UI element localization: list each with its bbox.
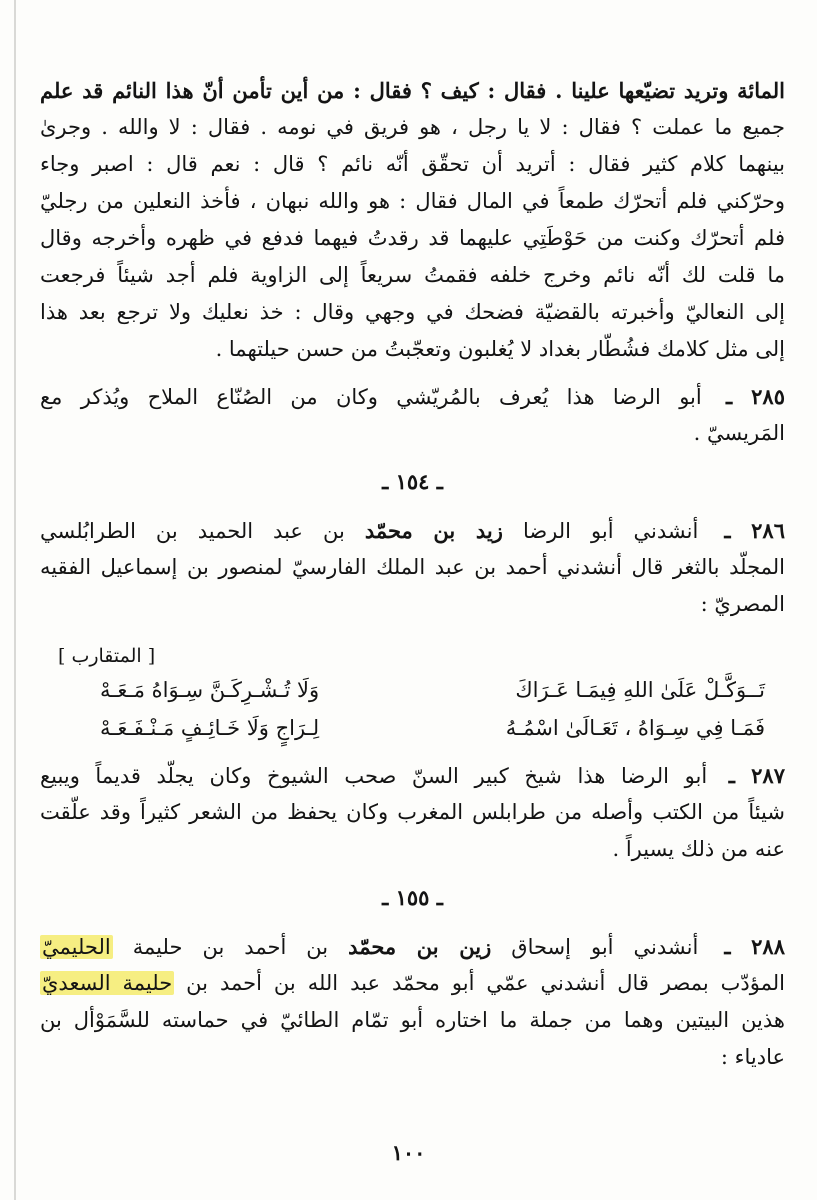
page-edge-shadow [14, 0, 16, 1200]
entry-text: المؤدّب بمصر قال أنشدني عمّي أبو محمّد عبد الله بن أحمد بن [186, 971, 785, 995]
entry-text: شيئاً من الكتب وأصله من طرابلس المغرب وكان يحفظ من الشعر كثيراً وقد علّقت [40, 800, 785, 824]
entry-text: عنه من ذلك يسيراً . [612, 837, 785, 861]
entry-text: أنشدني أبو الرضا [522, 519, 699, 543]
paragraph-line: وحرّكني فلم أتحرّك طمعاً في المال فقال : هو والله نبهان ، فأخذ النعلين من رجليّ [40, 189, 785, 213]
entry-text: المصريّ : [700, 592, 785, 616]
entry-text: أنشدني أبو إسحاق [511, 935, 699, 959]
person-name: زين بن محمّد [348, 934, 492, 959]
page-number: ١٠٠ [391, 1140, 426, 1165]
hemistich-first: فَمَـا فِي سِـوَاهُ ، تَعَـالَىٰ اسْمُـهُ [505, 716, 765, 740]
paragraph-line: بينهما كلام كثير فقال : أتريد أن تحقّق أنّه نائم ؟ قال : نعم قال : اصبر وجاء [40, 152, 785, 176]
paragraph-line: فلم أتحرّك وكنت من حَوْطَتِي عليهما قد رقدتُ فيهما فدفع في ظهره وأخرجه وقال [40, 226, 785, 250]
entry-text: بن عبد الحميد بن الطرابُلسي [40, 519, 345, 543]
entry-number: ٢٨٧ ـ [728, 763, 785, 788]
paragraph-line: المائة وتريد تضيّعها علينا . فقال : كيف ؟ فقال : من أين تأمن أنّ هذا النائم قد علم [40, 78, 785, 103]
hemistich-first: تَــوَكَّـلْ عَلَىٰ اللهِ فِيمَـا عَـرَاكَ [515, 678, 765, 702]
verse-line [40, 709, 785, 747]
entry-text: بن أحمد بن حليمة [132, 935, 329, 959]
poem [40, 641, 785, 747]
section-number-154: ـ ١٥٤ ـ [382, 469, 443, 494]
hemistich-second: لِـرَاجٍ وَلَا خَـائِـفٍ مَـنْـفَـعَـهْ [100, 716, 320, 740]
entry-text: عادياء : [720, 1045, 785, 1069]
entry-text: المجلّد بالثغر قال أنشدني أحمد بن عبد الملك الفارسيّ لمنصور بن إسماعيل الفقيه [40, 555, 785, 579]
entry-number: ٢٨٨ ـ [724, 934, 785, 959]
book-page [40, 72, 785, 1076]
highlighted-text: حليمة السعديّ [42, 971, 173, 995]
hemistich-second: وَلَا تُـشْـرِكَـنَّ سِـوَاهُ مَـعَـهْ [100, 678, 320, 702]
paragraph-line: إلى مثل كلامك فشُطّار بغداد لا يُغلبون وتعجّبتُ من حسن حيلتهما . [215, 337, 785, 361]
verse-line [40, 671, 785, 709]
entry-text: هذين البيتين وهما من جملة ما اختاره أبو تمّام الطائيّ في حماسته للسَّمَوْأل بن [40, 1008, 785, 1032]
paragraph-line: ما قلت لك أنّه نائم وخرج خلفه فقمتُ سريعاً إلى الزاوية فلم أجد شيئاً فرجعت [40, 263, 785, 287]
paragraph-line: جميع ما عملت ؟ فقال : لا يا رجل ، هو فريق في نومه . فقال : لا والله . وجرىٰ [40, 115, 785, 139]
entry-number: ٢٨٥ ـ [726, 384, 785, 409]
paragraph-line: إلى النعاليّ وأخبرته بالقضيّة فضحك في وجهي وقال : خذ نعليك ولا ترجع بعد هذا [40, 300, 785, 324]
section-number-155: ـ ١٥٥ ـ [382, 885, 443, 910]
continuation-paragraph [40, 72, 785, 368]
person-name: زيد بن محمّد [364, 518, 503, 543]
entry-286 [40, 512, 785, 623]
entry-text: المَريسيّ . [693, 421, 785, 445]
entry-number: ٢٨٦ ـ [724, 518, 785, 543]
poetic-meter-label: [ المتقارب ] [58, 645, 156, 667]
entry-287 [40, 757, 785, 868]
highlighted-text: الحليميّ [42, 935, 111, 959]
entry-288 [40, 928, 785, 1076]
entry-text: أبو الرضا هذا يُعرف بالمُريّشي وكان من الصُنّاع الملاح ويُذكر مع [40, 385, 702, 409]
entry-285 [40, 378, 785, 452]
entry-text: أبو الرضا هذا شيخ كبير السنّ صحب الشيوخ وكان يجلّد قديماً ويبيع [40, 764, 708, 788]
